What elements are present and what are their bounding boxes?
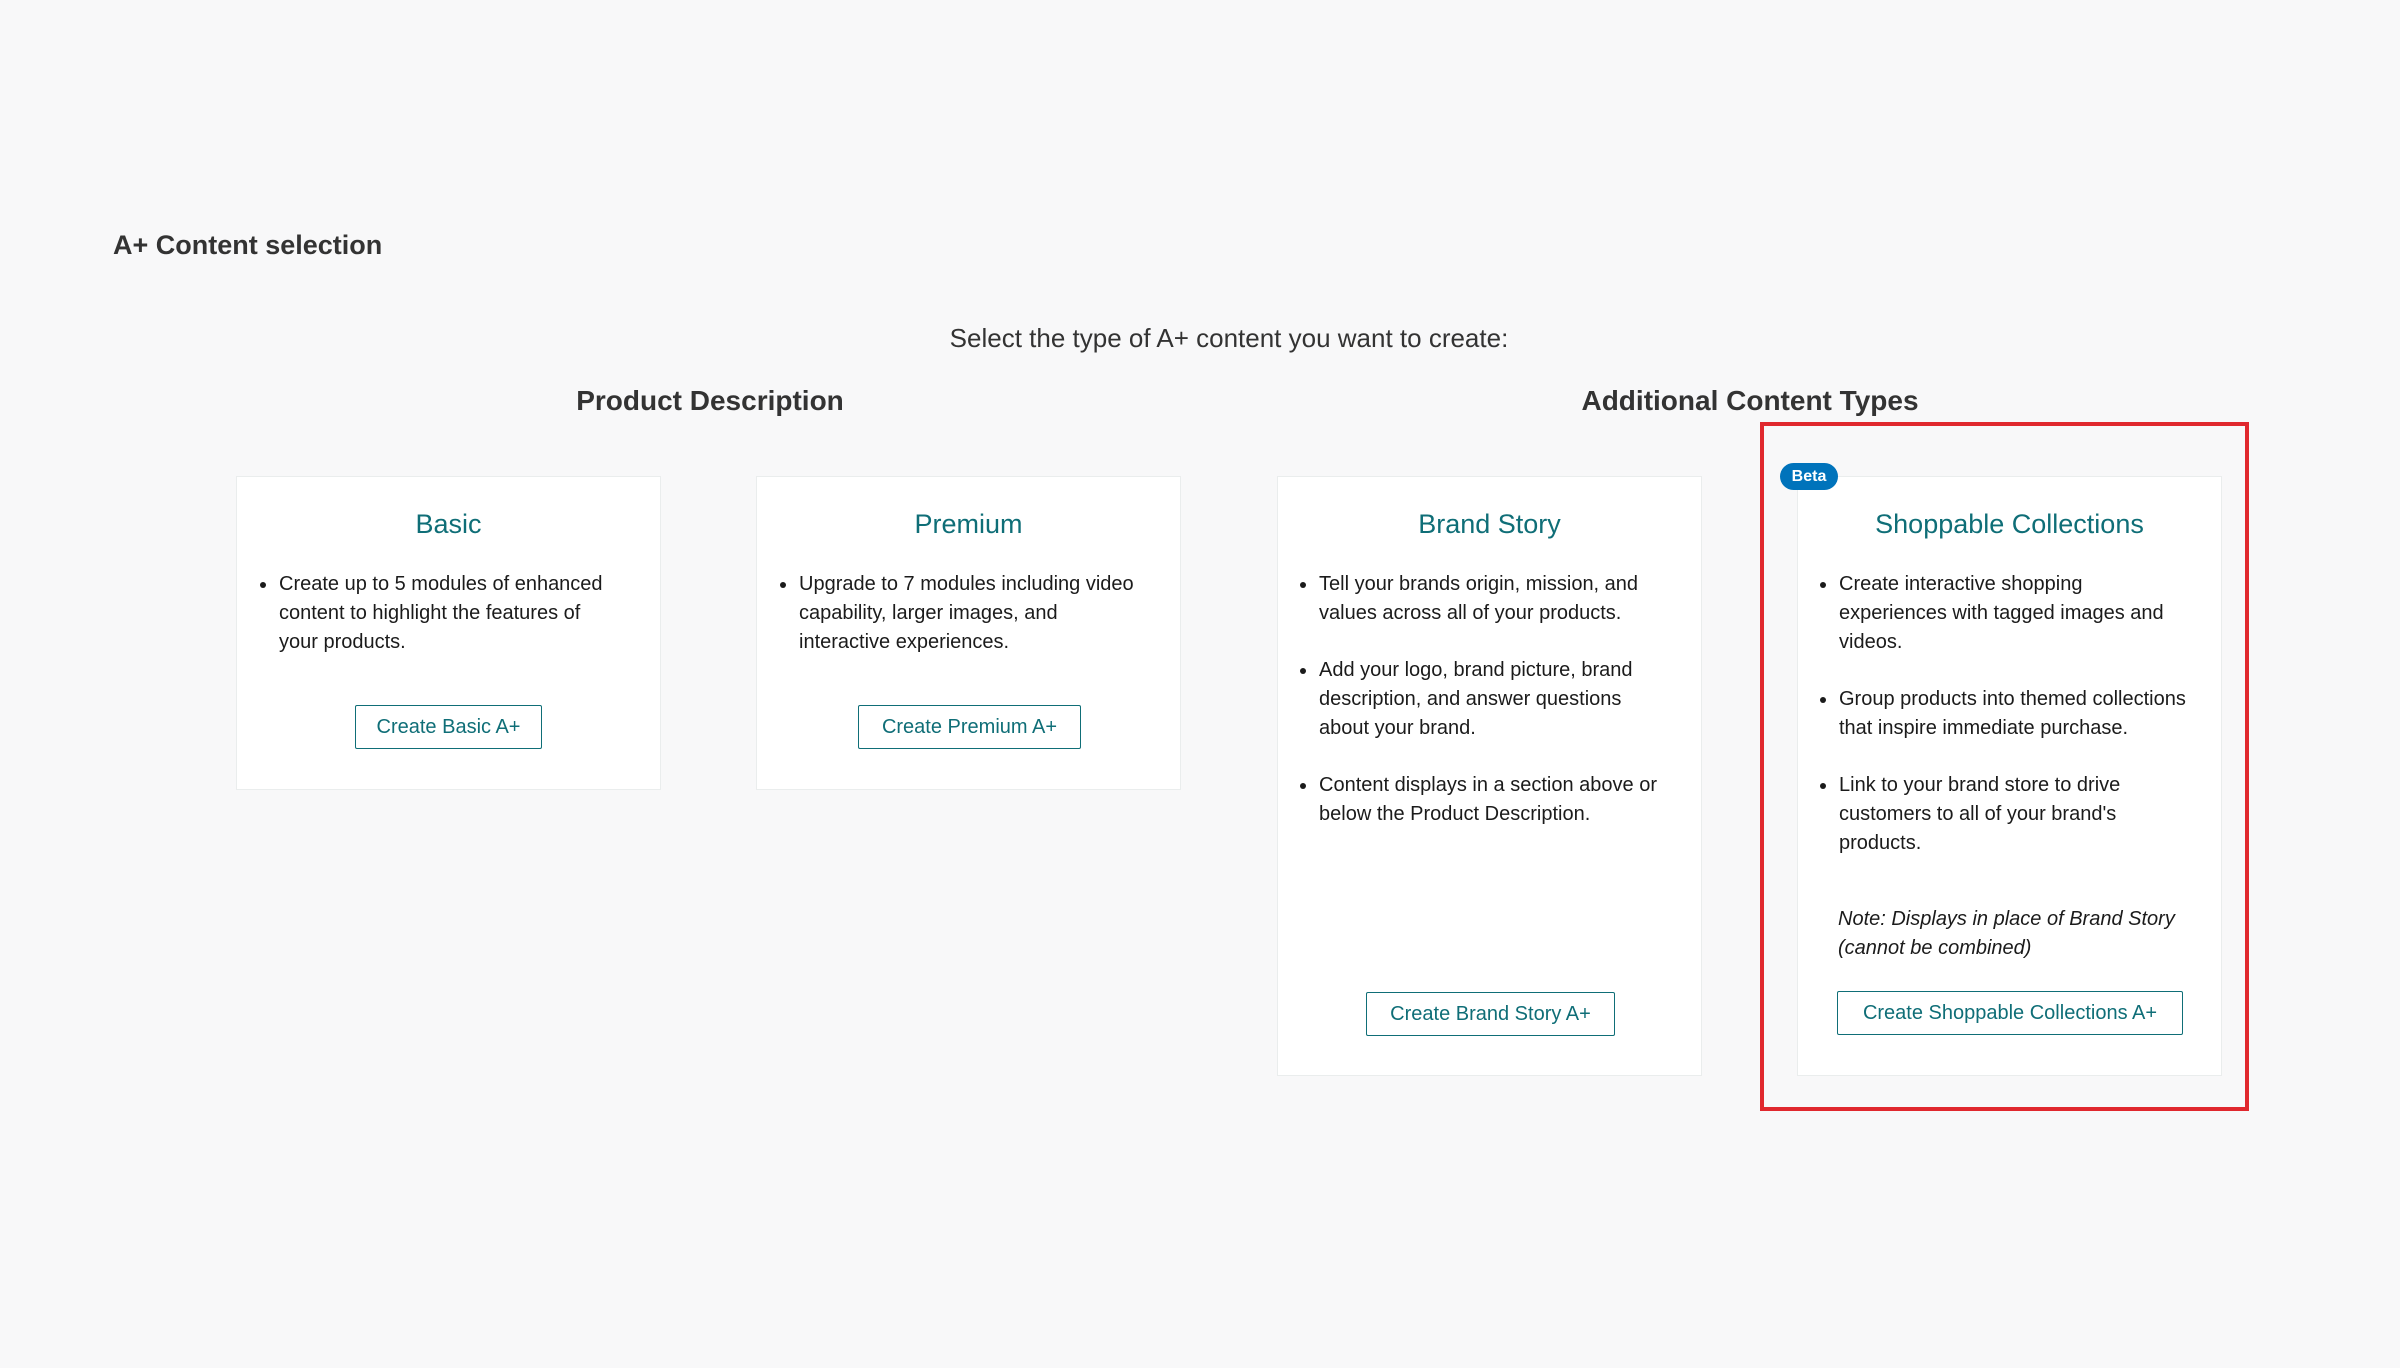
list-item: Tell your brands origin, mission, and values across all of your products. xyxy=(1298,570,1658,628)
brand-story-card xyxy=(1277,476,1702,1076)
create-brand-story-button[interactable]: Create Brand Story A+ xyxy=(1366,992,1615,1036)
additional-content-types-heading: Additional Content Types xyxy=(1581,385,1919,416)
shoppable-collections-card-title: Shoppable Collections xyxy=(1875,509,2144,539)
brand-story-card-title: Brand Story xyxy=(1418,509,1561,539)
basic-card-title: Basic xyxy=(415,509,482,539)
basic-card xyxy=(236,476,661,790)
brand-story-card-bullets xyxy=(1298,570,1658,857)
list-item: Group products into themed collections that inspire immediate purchase. xyxy=(1818,685,2193,743)
shoppable-collections-note: Note: Displays in place of Brand Story (cannot be combined) xyxy=(1838,908,2175,959)
basic-card-bullets xyxy=(258,570,618,685)
beta-badge: Beta xyxy=(1780,463,1838,490)
list-item: Add your logo, brand picture, brand description, and answer questions about your brand. xyxy=(1298,656,1658,743)
list-item: Create up to 5 modules of enhanced content to highlight the features of your products. xyxy=(258,570,618,657)
shoppable-collections-card xyxy=(1797,476,2222,1076)
premium-card xyxy=(756,476,1181,790)
product-description-heading: Product Description xyxy=(576,385,844,416)
instruction-text: Select the type of A+ content you want to create: xyxy=(949,323,1509,353)
list-item: Create interactive shopping experiences with tagged images and videos. xyxy=(1818,570,2193,657)
list-item: Link to your brand store to drive customers to all of your brand's products. xyxy=(1818,771,2193,858)
premium-card-title: Premium xyxy=(914,509,1023,539)
list-item: Upgrade to 7 modules including video capability, larger images, and interactive experiences. xyxy=(778,570,1148,657)
create-basic-button[interactable]: Create Basic A+ xyxy=(355,705,542,749)
create-premium-button[interactable]: Create Premium A+ xyxy=(858,705,1081,749)
page-title: A+ Content selection xyxy=(113,230,383,260)
list-item: Content displays in a section above or below the Product Description. xyxy=(1298,771,1658,829)
shoppable-collections-card-bullets xyxy=(1818,570,2193,858)
premium-card-bullets xyxy=(778,570,1148,685)
create-shoppable-collections-button[interactable]: Create Shoppable Collections A+ xyxy=(1837,991,2183,1035)
